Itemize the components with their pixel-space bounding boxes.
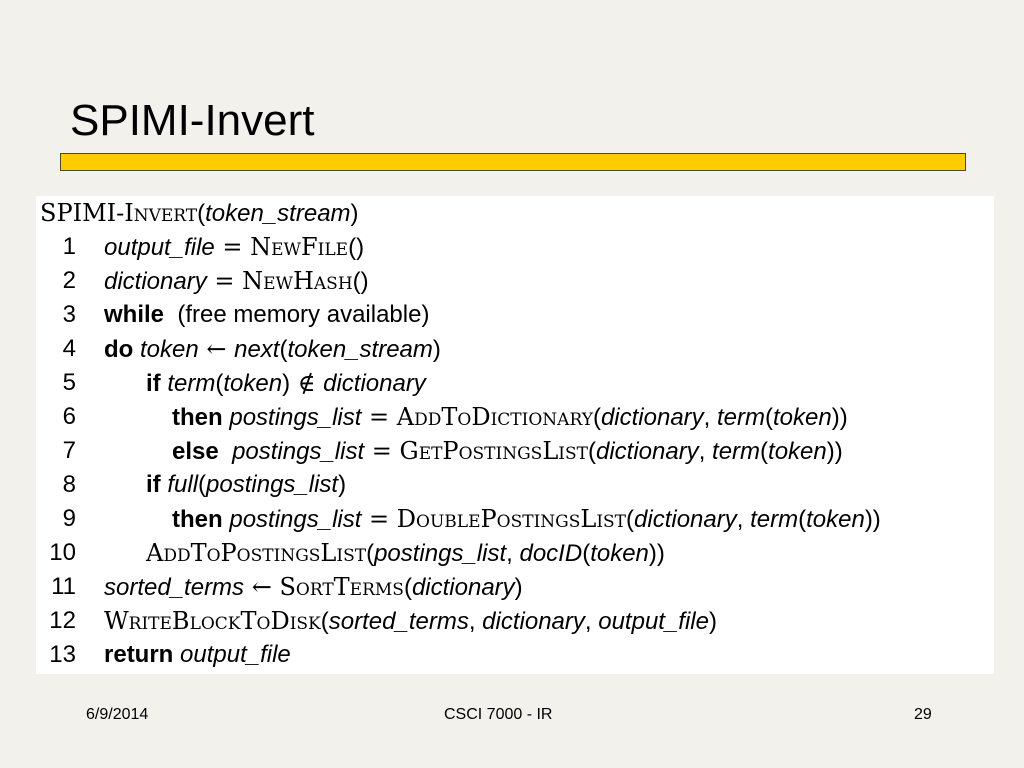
line-number: 6 [62, 403, 76, 430]
line-number: 11 [51, 573, 76, 600]
slide-title: SPIMI-Invert [70, 96, 315, 145]
line-number: 3 [62, 301, 76, 328]
line-code: output_file = NewFile() [104, 233, 365, 261]
line-number: 9 [62, 505, 76, 532]
line-number: 8 [62, 471, 76, 498]
line-code: then postings_list = AddToDictionary(dictionary, term(token)) [172, 403, 848, 431]
line-number: 4 [62, 335, 76, 362]
line-number: 1 [62, 233, 76, 260]
line-code: do token ← next(token_stream) [104, 335, 441, 363]
line-code: dictionary = NewHash() [104, 267, 369, 295]
footer-course: CSCI 7000 - IR [444, 706, 553, 723]
algorithm-figure [36, 196, 994, 674]
line-code: WriteBlockToDisk(sorted_terms, dictionary, output_file) [104, 607, 717, 635]
line-code: if full(postings_list) [146, 471, 347, 498]
line-number: 2 [62, 267, 76, 294]
title-underline-bar [60, 153, 966, 171]
line-code: return output_file [104, 641, 291, 668]
algorithm-name: SPIMI-Invert [40, 199, 198, 227]
line-code: AddToPostingsList(postings_list, docID(token)) [146, 539, 665, 567]
line-code: else postings_list = GetPostingsList(dictionary, term(token)) [172, 437, 843, 465]
footer-page-number: 29 [914, 706, 932, 723]
line-number: 12 [49, 607, 76, 634]
line-number: 5 [62, 369, 76, 396]
algorithm-param: token_stream [205, 200, 351, 227]
line-code: if term(token) ∉ dictionary [146, 369, 426, 397]
footer-date: 6/9/2014 [86, 706, 149, 723]
line-number: 10 [49, 539, 76, 566]
line-number: 7 [62, 437, 76, 464]
line-code: then postings_list = DoublePostingsList(dictionary, term(token)) [172, 505, 881, 533]
line-code: sorted_terms ← SortTerms(dictionary) [104, 573, 523, 601]
line-code: while (free memory available) [104, 301, 430, 328]
algorithm-signature: SPIMI-Invert(token_stream) [40, 199, 359, 227]
line-number: 13 [49, 641, 76, 668]
